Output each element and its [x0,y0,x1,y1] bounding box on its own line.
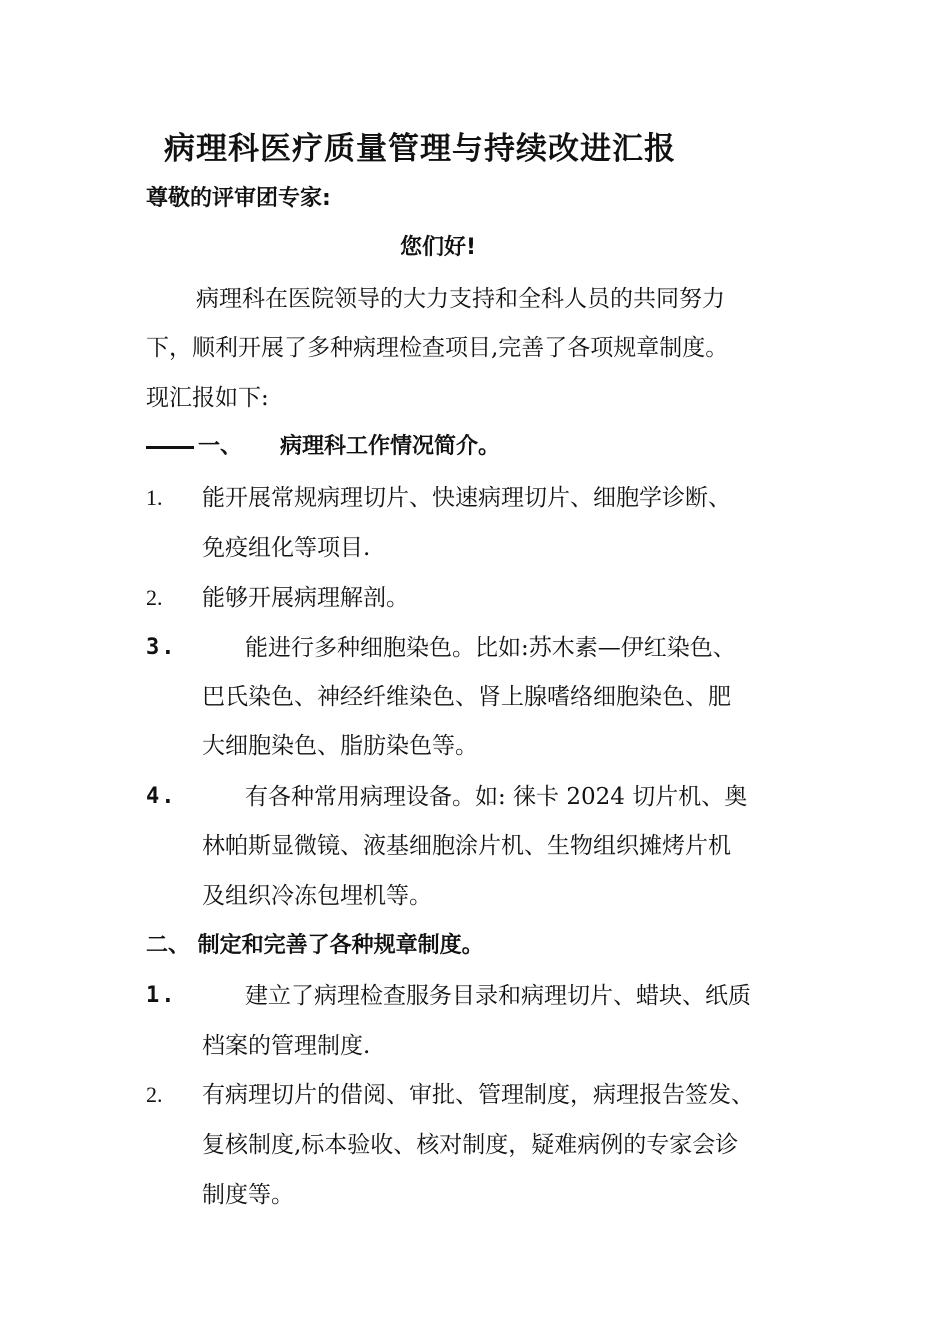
greeting: 您们好! [400,235,477,260]
document-title: 病理科医疗质量管理与持续改进汇报 [164,131,676,167]
list-item-line: 及组织冷冻包埋机等。 [202,883,432,909]
intro-line: 下，顺利开展了多种病理检查项目,完善了各项规章制度。 [146,335,729,361]
section1-marker [146,432,242,462]
list-item-line: 有病理切片的借阅、审批、管理制度，病理报告签发、 [202,1082,754,1108]
list-item-number: 2. [146,585,163,610]
list-item-line: 免疫组化等项目. [202,535,371,561]
list-item-line: 有各种常用病理设备。如: 徕卡 2024 切片机、奥 [245,784,748,810]
section2-heading: 二、 制定和完善了各种规章制度。 [146,933,484,958]
salutation: 尊敬的评审团专家: [146,186,331,211]
list-item-line: 能开展常规病理切片、快速病理切片、细胞学诊断、 [202,485,731,511]
section1-marker-text: 一、 [198,434,243,459]
intro-line: 现汇报如下: [146,385,269,411]
list-item-line: 能进行多种细胞染色。比如:苏木素—伊红染色、 [245,635,736,661]
list-item-line: 大细胞染色、脂肪染色等。 [202,733,478,759]
list-item-number: 4. [146,784,177,809]
section1-dash [146,446,194,449]
list-item-line: 建立了病理检查服务目录和病理切片、蜡块、纸质 [245,983,751,1009]
list-item-line: 林帕斯显微镜、液基细胞涂片机、生物组织摊烤片机 [202,833,731,859]
list-item-line: 档案的管理制度. [202,1033,371,1059]
list-item-number: 1. [146,485,163,510]
section1-heading: 病理科工作情况简介。 [280,434,501,459]
list-item-line: 巴氏染色、神经纤维染色、肾上腺嗜络细胞染色、肥 [202,684,731,710]
list-item-number: 3. [146,635,177,660]
list-item-number: 2. [146,1082,163,1107]
list-item-number: 1. [146,983,177,1008]
list-item-line: 能够开展病理解剖。 [202,585,409,611]
intro-line: 病理科在医院领导的大力支持和全科人员的共同努力 [196,286,725,312]
list-item-line: 制度等。 [202,1182,294,1208]
list-item-line: 复核制度,标本验收、核对制度，疑难病例的专家会诊 [202,1132,739,1158]
